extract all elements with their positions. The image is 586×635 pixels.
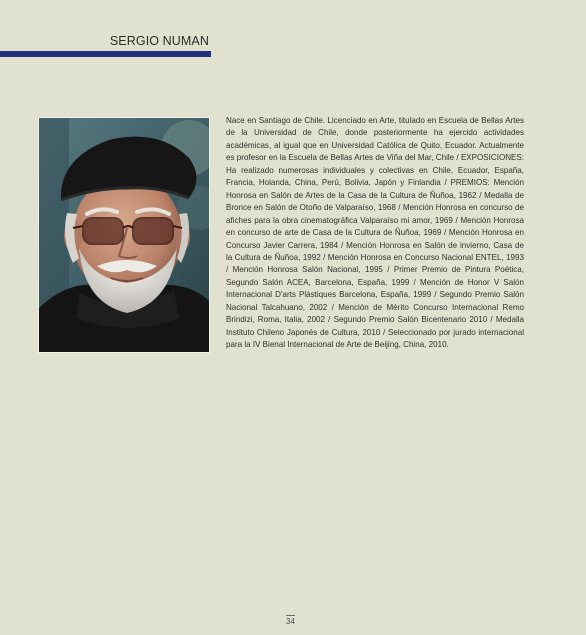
biography-text: Nace en Santiago de Chile. Licenciado en Arte, titulado en Escuela de Bellas Artes de la Universidad de Chile, donde posteriormente ha ejercido actividades académicas, al igual que en Universidad Católica de Quito, Ecuador. Actualmente es profesor en la Escuela de Bellas Artes de Viña del Mar, Chile / EXPOSICIONES: Ha realizado numerosas individuales y colectivas en Chile, Ecuador, España, Francia, Holanda, China, Perú, Bolivia, Japón y Finlandia / PREMIOS: Mención Honrosa en Salón de Artes de la Casa de la Cultura de Ñuñoa, 1962 / Medalla de Bronce en Salón de Otoño de Valparaíso, 1968 / Mención Honrosa en concurso de afiches para la obra cinematográfica Valparaíso mi amor, 1969 / Mención Honrosa en concurso de arte de Casa de la Cultura de Ñuñoa, 1969 / Mención Honrosa en Concurso Javier Carrera, 1984 / Mención Honrosa en Salón de invierno, Casa de la Cultura de Ñuñoa, 1992 / Mención Honrosa en Concurso Nacional ENTEL, 1993 / Mención Honrosa Salón Nacional, 1995 / Primer Premio de Pintura Poética, Segundo Salón ACEA, Barcelona, España, 1999 / Mención de Honor V Salón Internacional D'arts Plàstiques Barcelona, España, 1999 / Segundo Premio Salón Nacional Talcahuano, 2002 / Mención de Mérito Concurso Internacional Remo Brindizi, Roma, Italia, 2002 / Segundo Premio Salón Bicentenario 2010 / Medalla Instituto Chileno Japonés de Cultura, 2010 / Seleccionado por jurado internacional para la IV Bienal Internacional de Arte de Beijing, China, 2010. [226,116,524,350]
header-accent-bar [0,51,211,57]
page-number: 34 [286,617,295,626]
portrait-illustration [39,118,210,353]
artist-name-heading: SERGIO NUMAN [109,34,209,48]
artist-portrait-photo [38,117,210,353]
page-header [0,0,211,60]
